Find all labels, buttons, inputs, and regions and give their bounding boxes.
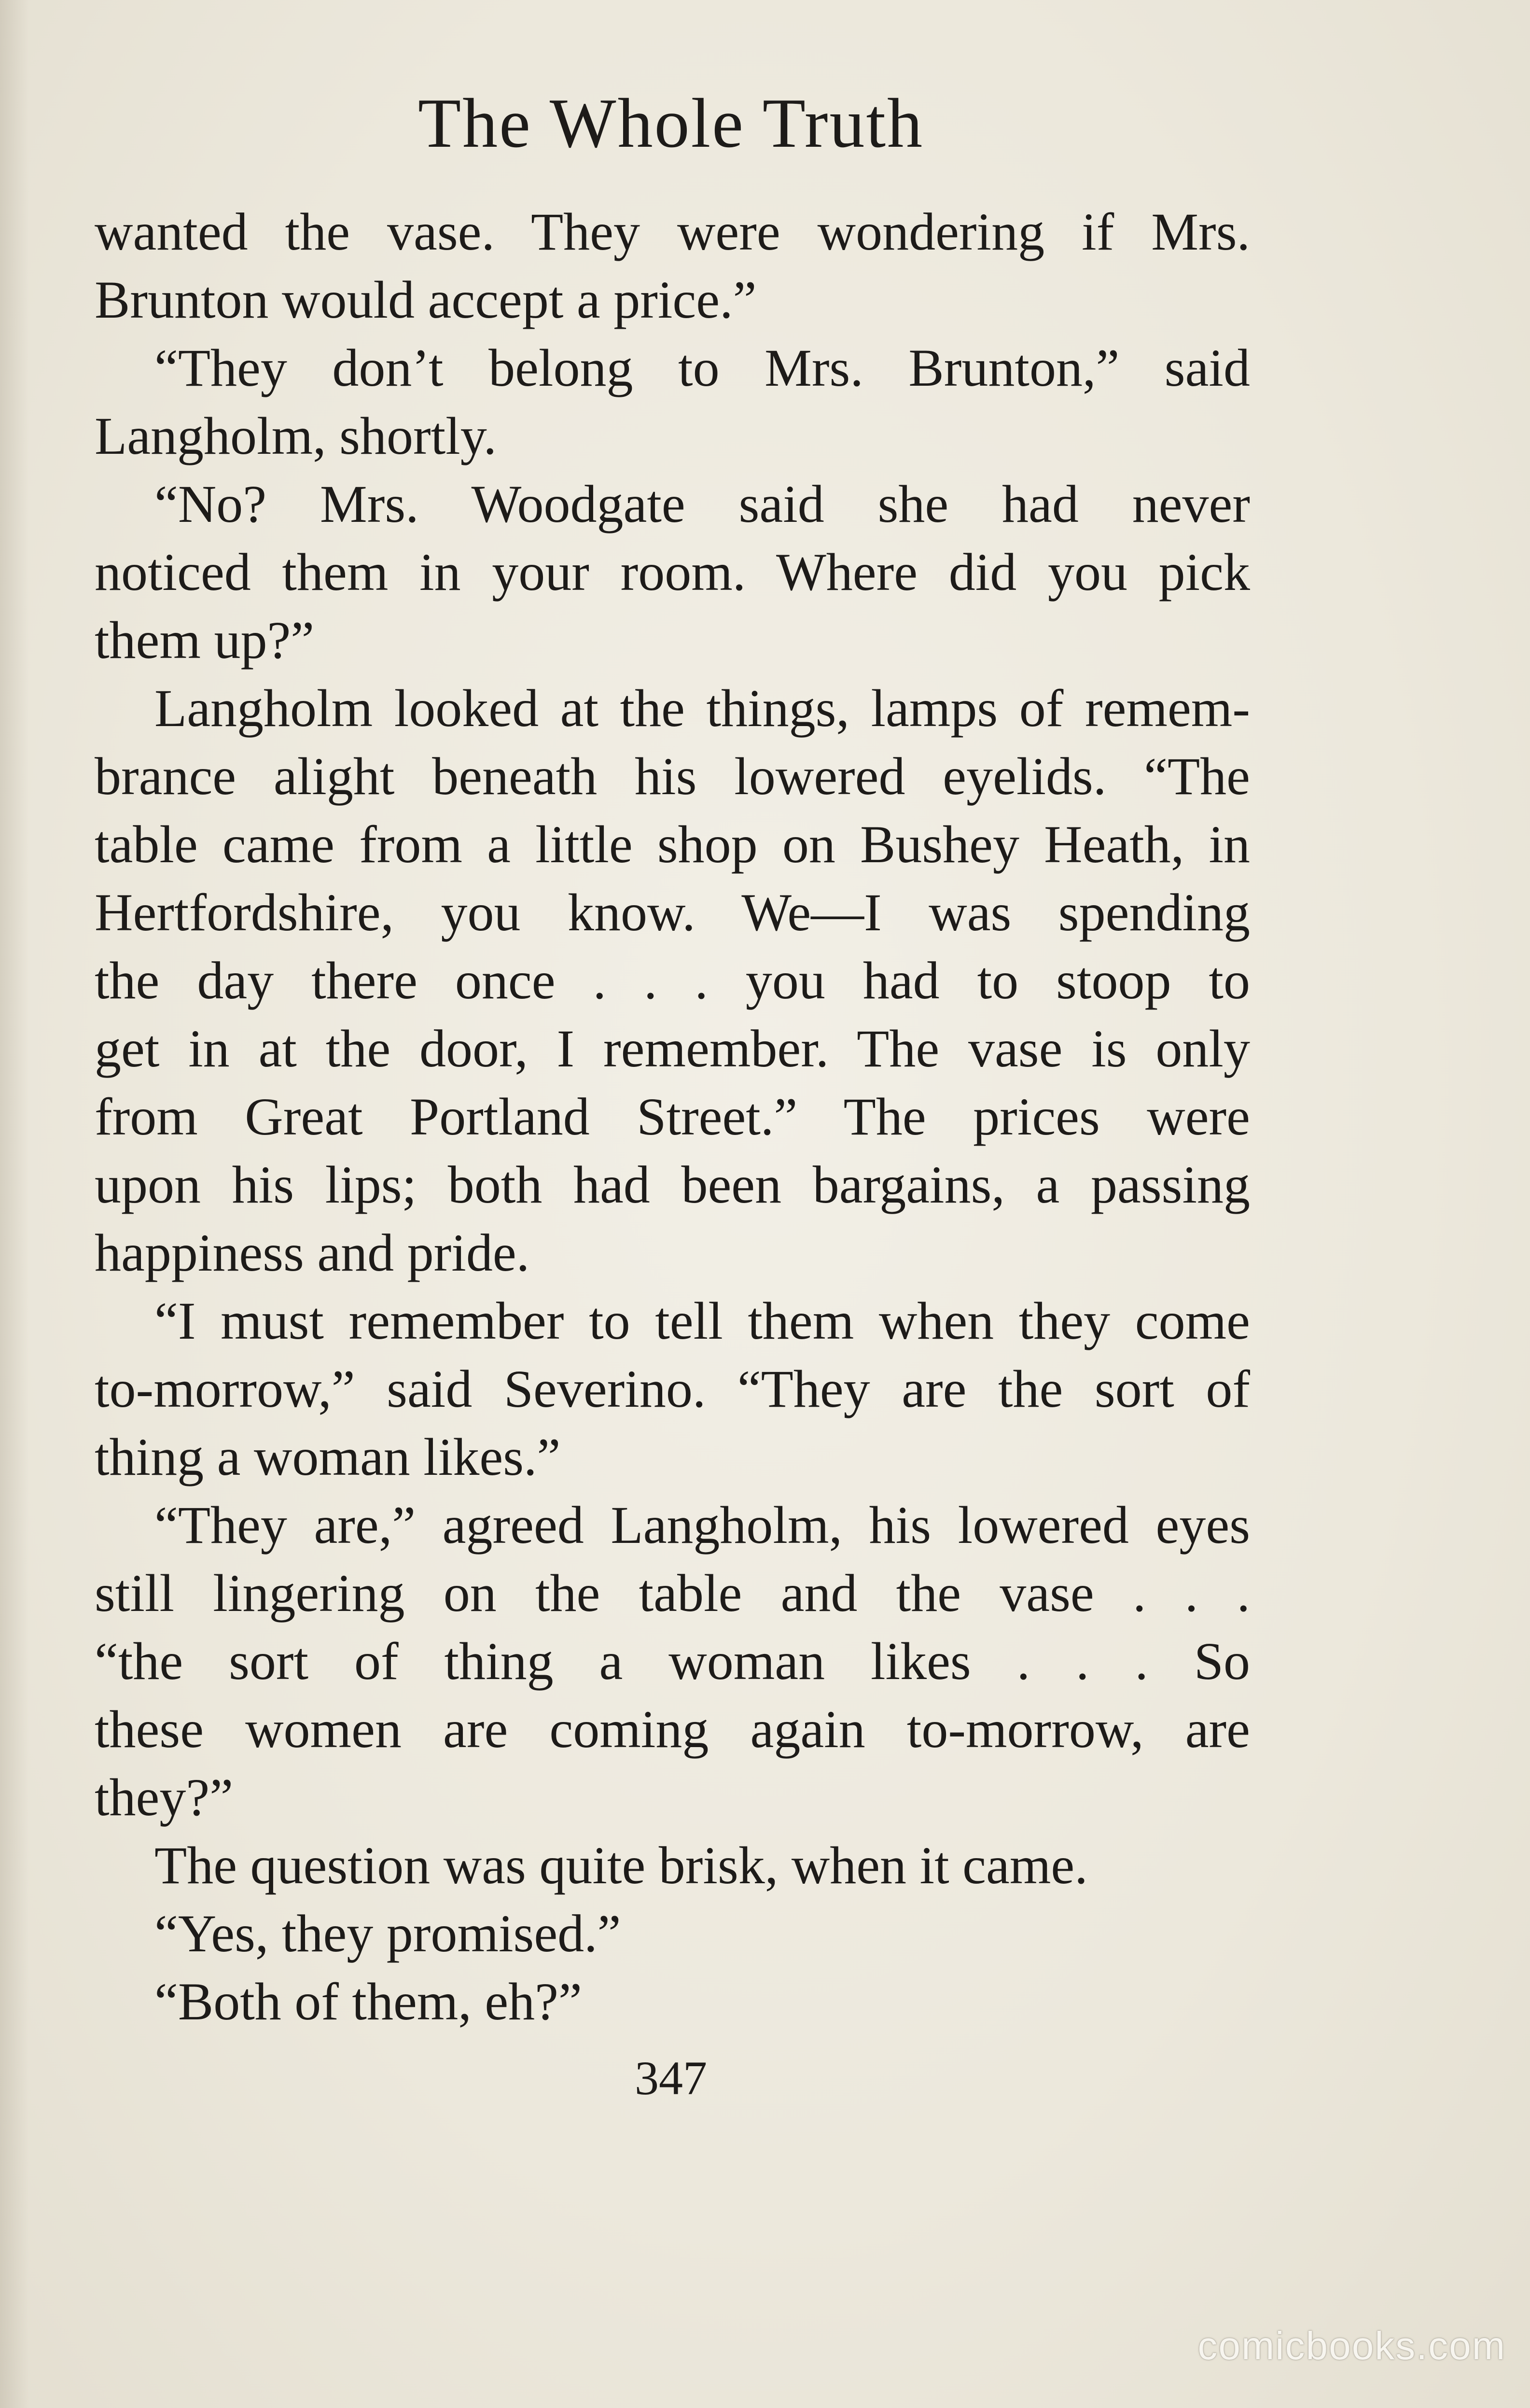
text-line: Hertfordshire, you know. We—I was spending [95, 883, 1250, 942]
watermark-text: comicbooks.com [1197, 2324, 1506, 2368]
text-line: The question was quite brisk, when it came. [154, 1836, 1088, 1895]
text-line: from Great Portland Street.” The prices were [95, 1087, 1250, 1146]
text-line: “They don’t belong to Mrs. Brunton,” said [154, 338, 1250, 397]
text-line: noticed them in your room. Where did you pick [95, 543, 1250, 602]
text-line: happiness and pride. [95, 1223, 530, 1282]
spine-shadow [0, 0, 29, 2408]
text-line: “I must remember to tell them when they come [154, 1291, 1250, 1350]
text-line: Brunton would accept a price.” [95, 270, 757, 329]
text-line: “They are,” agreed Langholm, his lowered eyes [154, 1496, 1250, 1554]
text-line: get in at the door, I remember. The vase is only [95, 1019, 1250, 1078]
text-line: “Both of them, eh?” [154, 1972, 582, 2031]
text-line: thing a woman likes.” [95, 1428, 561, 1486]
text-line: upon his lips; both had been bargains, a passing [95, 1155, 1250, 1214]
text-line: “the sort of thing a woman likes . . . So [95, 1632, 1250, 1691]
text-line: “Yes, they promised.” [154, 1904, 621, 1963]
text-line: these women are coming again to-morrow, are [95, 1700, 1250, 1759]
text-line: Langholm, shortly. [95, 406, 497, 465]
text-line: brance alight beneath his lowered eyelids. “The [95, 747, 1250, 806]
running-title: The Whole Truth [417, 84, 924, 162]
text-line: wanted the vase. They were wondering if Mrs. [95, 202, 1250, 261]
text-line: them up?” [95, 611, 315, 670]
text-line: the day there once . . . you had to stoop to [95, 951, 1250, 1010]
text-line: to-morrow,” said Severino. “They are the sort of [95, 1359, 1250, 1418]
body-text [95, 198, 1250, 2036]
text-line: “No? Mrs. Woodgate said she had never [154, 475, 1250, 533]
text-line: still lingering on the table and the vase . . . [95, 1564, 1250, 1623]
text-line: table came from a little shop on Bushey Heath, in [95, 815, 1250, 874]
page-number: 347 [635, 2051, 707, 2105]
text-line: Langholm looked at the things, lamps of remem- [154, 679, 1250, 738]
text-line: they?” [95, 1768, 234, 1827]
